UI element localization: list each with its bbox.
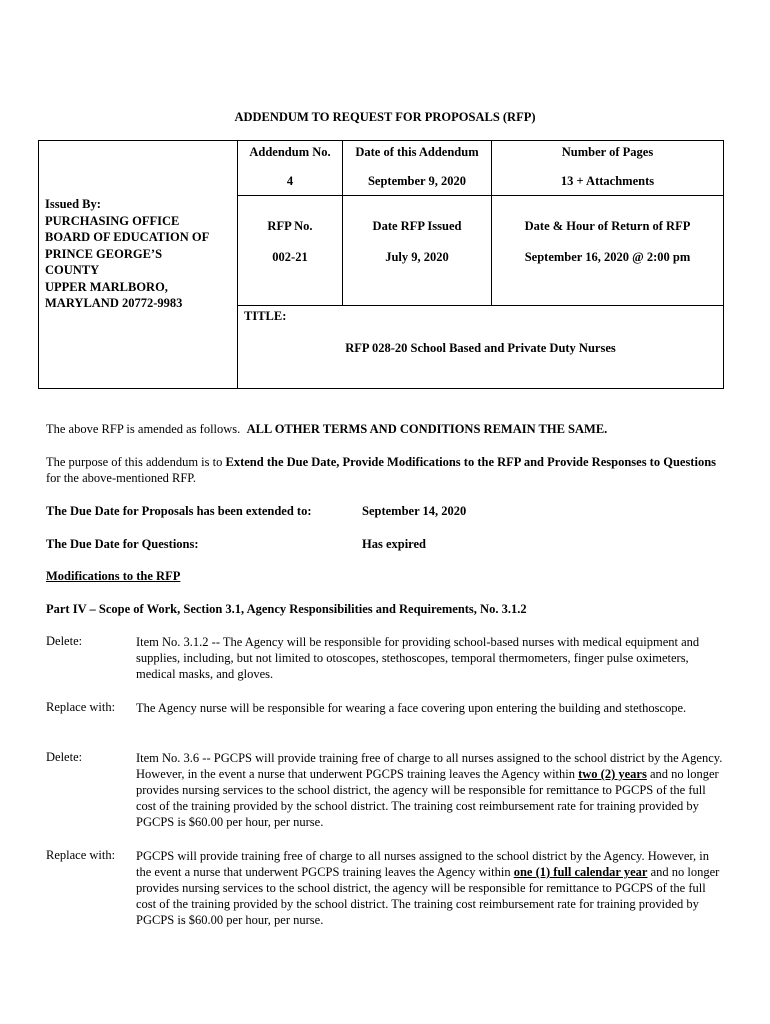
entry-text-emphasis: two (2) years (578, 767, 647, 781)
amended-intro: The above RFP is amended as follows. (46, 422, 241, 436)
issued-by-line: PURCHASING OFFICE (45, 213, 180, 228)
entry-text-pre: PGCPS will provide training free of charge to all nurses assigned to the school district by the Agency. However, in the event a nurse that underwent PGCPS training leaves the Agency within (136, 849, 709, 879)
entry-label: Replace with: (46, 700, 116, 714)
rfp-title-label: TITLE: (244, 309, 287, 323)
entry-text (136, 750, 726, 830)
addendum-no-cell (238, 141, 343, 196)
issued-by-cell (39, 141, 238, 389)
issued-by-line: PRINCE GEORGE’S (45, 246, 163, 261)
rfp-info-table (38, 140, 724, 389)
purpose-intro: The purpose of this addendum is to (46, 455, 223, 469)
modifications-heading: Modifications to the RFP (46, 569, 181, 583)
purpose-actions: Extend the Due Date, Provide Modifications to the RFP and Provide Responses to Questions (225, 455, 717, 469)
addendum-date-cell (343, 141, 492, 196)
rfp-no-cell (238, 196, 343, 306)
return-cell (492, 196, 724, 306)
addendum-date-value: September 9, 2020 (367, 174, 467, 188)
issued-by-line: Issued By: (45, 197, 101, 211)
entry-text-emphasis: one (1) full calendar year (513, 865, 648, 879)
addendum-date-label: Date of this Addendum (355, 145, 479, 159)
document-title: ADDENDUM TO REQUEST FOR PROPOSALS (RFP) (234, 110, 536, 124)
rfp-title-cell (238, 306, 724, 389)
entry-text-post: and no longer provides nursing services to the school district, the agency will be responsible for remittance to PGCPS of the full cost of the training provided by the school district. The training cost reimbursement rate for training provided by PGCPS is $60.00 per hour, per nurse. (136, 865, 720, 927)
entry-text: The Agency nurse will be responsible for wearing a face covering upon entering the building and stethoscope. (136, 701, 687, 715)
amended-statement (46, 421, 726, 437)
purpose-tail: for the above-mentioned RFP. (46, 471, 196, 485)
issued-by-line: MARYLAND 20772-9983 (45, 296, 183, 310)
entry-text: Item No. 3.1.2 -- The Agency will be responsible for providing school-based nurses with medical equipment and supplies, including, but not limited to otoscopes, stethoscopes, temporal thermometers, finger pulse oximeters, medical masks, and gloves. (136, 635, 700, 681)
pages-cell (492, 141, 724, 196)
pages-label: Number of Pages (561, 145, 654, 159)
addendum-no-label: Addendum No. (249, 145, 331, 159)
entry-label: Replace with: (46, 848, 116, 862)
entry-text-post: and no longer provides nursing services to the school district, the agency will be responsible for remittance to PGCPS of the full cost of the training provided by the school district. The training cost reimbursement rate for training provided by PGCPS is $60.00 per hour, per nurse. (136, 767, 719, 829)
entry-label: Delete: (46, 634, 83, 648)
rfp-issued-label: Date RFP Issued (372, 219, 462, 233)
due-questions-value: Has expired (362, 537, 427, 551)
purpose-statement (46, 454, 726, 486)
due-proposals-value: September 14, 2020 (362, 504, 467, 518)
part-heading: Part IV – Scope of Work, Section 3.1, Agency Responsibilities and Requirements, No. 3.1.2 (46, 602, 527, 616)
entry-label: Delete: (46, 750, 83, 764)
issued-by-line: BOARD OF EDUCATION OF (45, 230, 210, 244)
pages-value: 13 + Attachments (560, 174, 655, 188)
addendum-no-value: 4 (286, 174, 294, 188)
return-label: Date & Hour of Return of RFP (524, 219, 691, 233)
entry-text-pre: Item No. 3.6 -- PGCPS will provide training free of charge to all nurses assigned to the school district by the Agency. However, in the event a nurse that underwent PGCPS training leaves the Agency within (136, 751, 723, 781)
due-questions-label: The Due Date for Questions: (46, 537, 199, 551)
entry-text (136, 848, 726, 928)
rfp-issued-cell (343, 196, 492, 306)
issued-by-line: COUNTY (45, 263, 100, 277)
rfp-title-value: RFP 028-20 School Based and Private Duty Nurses (345, 341, 616, 355)
amended-terms: ALL OTHER TERMS AND CONDITIONS REMAIN THE SAME. (246, 422, 608, 436)
issued-by-line: UPPER MARLBORO, (45, 279, 168, 294)
due-proposals-label: The Due Date for Proposals has been extended to: (46, 504, 312, 518)
rfp-no-label: RFP No. (267, 219, 313, 233)
rfp-issued-value: July 9, 2020 (385, 250, 449, 264)
return-value: September 16, 2020 @ 2:00 pm (524, 250, 691, 264)
rfp-no-value: 002-21 (272, 250, 308, 264)
